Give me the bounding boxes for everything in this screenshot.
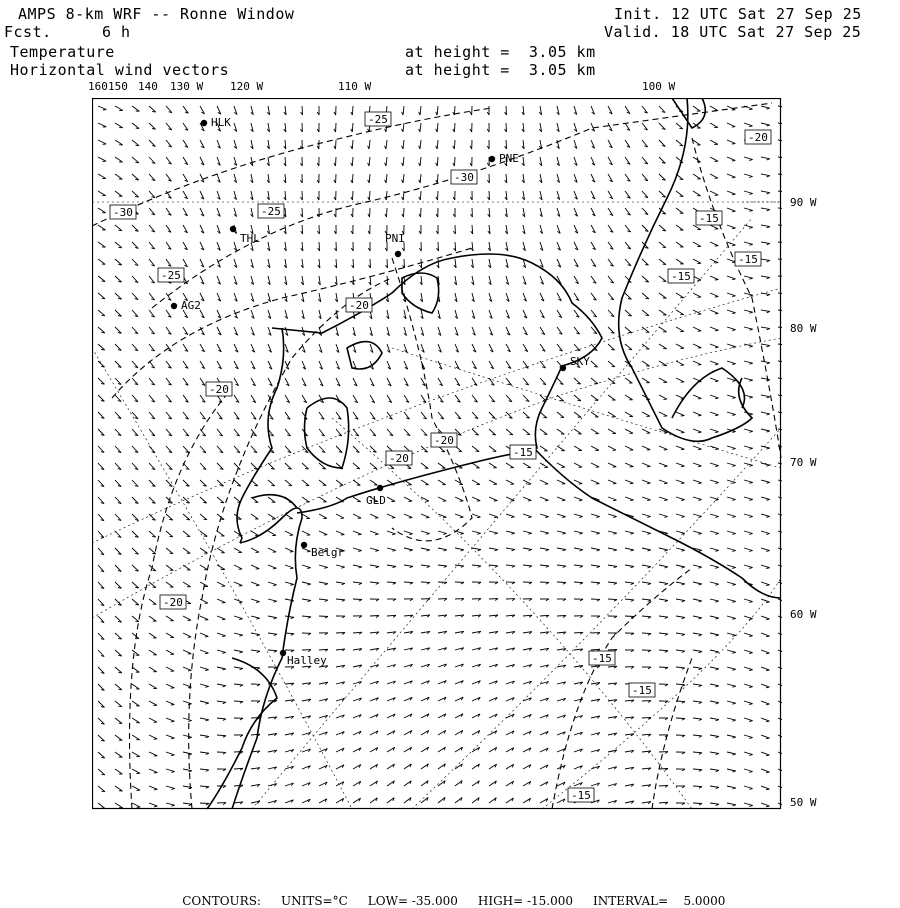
- lon-label-130w: 130 W: [170, 80, 203, 93]
- field-temperature: Temperature: [10, 44, 115, 61]
- contour-label: -30: [113, 206, 133, 219]
- station-sky-dot: [560, 365, 566, 371]
- contour-label: -20: [389, 452, 409, 465]
- station-halley-dot: [280, 650, 286, 656]
- valid-time: Valid. 18 UTC Sat 27 Sep 25: [604, 24, 861, 41]
- contour-label: -20: [209, 383, 229, 396]
- contour-label: -30: [454, 171, 474, 184]
- contour-label: -15: [699, 212, 719, 225]
- station-ag2-dot: [171, 303, 177, 309]
- station-gld: GLD: [366, 494, 386, 507]
- contour-label: -15: [671, 270, 691, 283]
- init-time: Init. 12 UTC Sat 27 Sep 25: [614, 6, 862, 23]
- contours-label: CONTOURS:: [182, 894, 261, 908]
- lon-label-150: 150: [108, 80, 128, 93]
- contour-high: HIGH= -15.000: [478, 894, 573, 908]
- station-belgr: Belgr: [311, 546, 344, 559]
- height-wind: at height = 3.05 km: [405, 62, 596, 79]
- contour-label: -25: [261, 205, 281, 218]
- lon-label-110w: 110 W: [338, 80, 371, 93]
- station-pni-dot: [395, 251, 401, 257]
- station-gld-dot: [377, 485, 383, 491]
- forecast-hour: 6 h: [102, 24, 131, 41]
- lon-label-100w: 100 W: [642, 80, 675, 93]
- station-sky: SKY: [570, 355, 590, 368]
- lat-label-70w: 70 W: [790, 456, 817, 469]
- map-panel: [92, 98, 782, 810]
- station-pne-dot: [489, 156, 495, 162]
- contour-interval: INTERVAL= 5.0000: [593, 894, 725, 908]
- station-hlk: HLK: [211, 116, 231, 129]
- station-belgr-dot: [301, 542, 307, 548]
- contour-label: -25: [368, 113, 388, 126]
- lon-label-160: 160: [88, 80, 108, 93]
- station-hlk-dot: [201, 120, 207, 126]
- lat-label-60w: 60 W: [790, 608, 817, 621]
- contour-label: -20: [748, 131, 768, 144]
- contour-label: -15: [571, 789, 591, 802]
- forecast-label: Fcst.: [4, 24, 52, 41]
- station-ag2: AG2: [181, 299, 201, 312]
- station-thl: THL: [240, 232, 260, 245]
- station-pne: PNE: [499, 152, 519, 165]
- contour-label: -20: [434, 434, 454, 447]
- contour-label: -20: [349, 299, 369, 312]
- lon-label-120w: 120 W: [230, 80, 263, 93]
- contour-label: -20: [163, 596, 183, 609]
- lon-label-140: 140: [138, 80, 158, 93]
- lat-label-90w: 90 W: [790, 196, 817, 209]
- map-title: AMPS 8-km WRF -- Ronne Window: [18, 6, 294, 23]
- lat-label-50w: 50 W: [790, 796, 817, 809]
- station-thl-dot: [230, 226, 236, 232]
- contour-label: -15: [632, 684, 652, 697]
- lat-label-80w: 80 W: [790, 322, 817, 335]
- height-temperature: at height = 3.05 km: [405, 44, 596, 61]
- contour-label: -15: [738, 253, 758, 266]
- contour-label: -15: [513, 446, 533, 459]
- station-halley: Halley: [287, 654, 327, 667]
- field-wind: Horizontal wind vectors: [10, 62, 229, 79]
- contour-label: -15: [592, 652, 612, 665]
- contour-low: LOW= -35.000: [368, 894, 458, 908]
- contour-label: -25: [161, 269, 181, 282]
- contour-units: UNITS=°C: [281, 894, 348, 908]
- contour-legend: [0, 880, 900, 908]
- station-pni: PNI: [385, 232, 405, 245]
